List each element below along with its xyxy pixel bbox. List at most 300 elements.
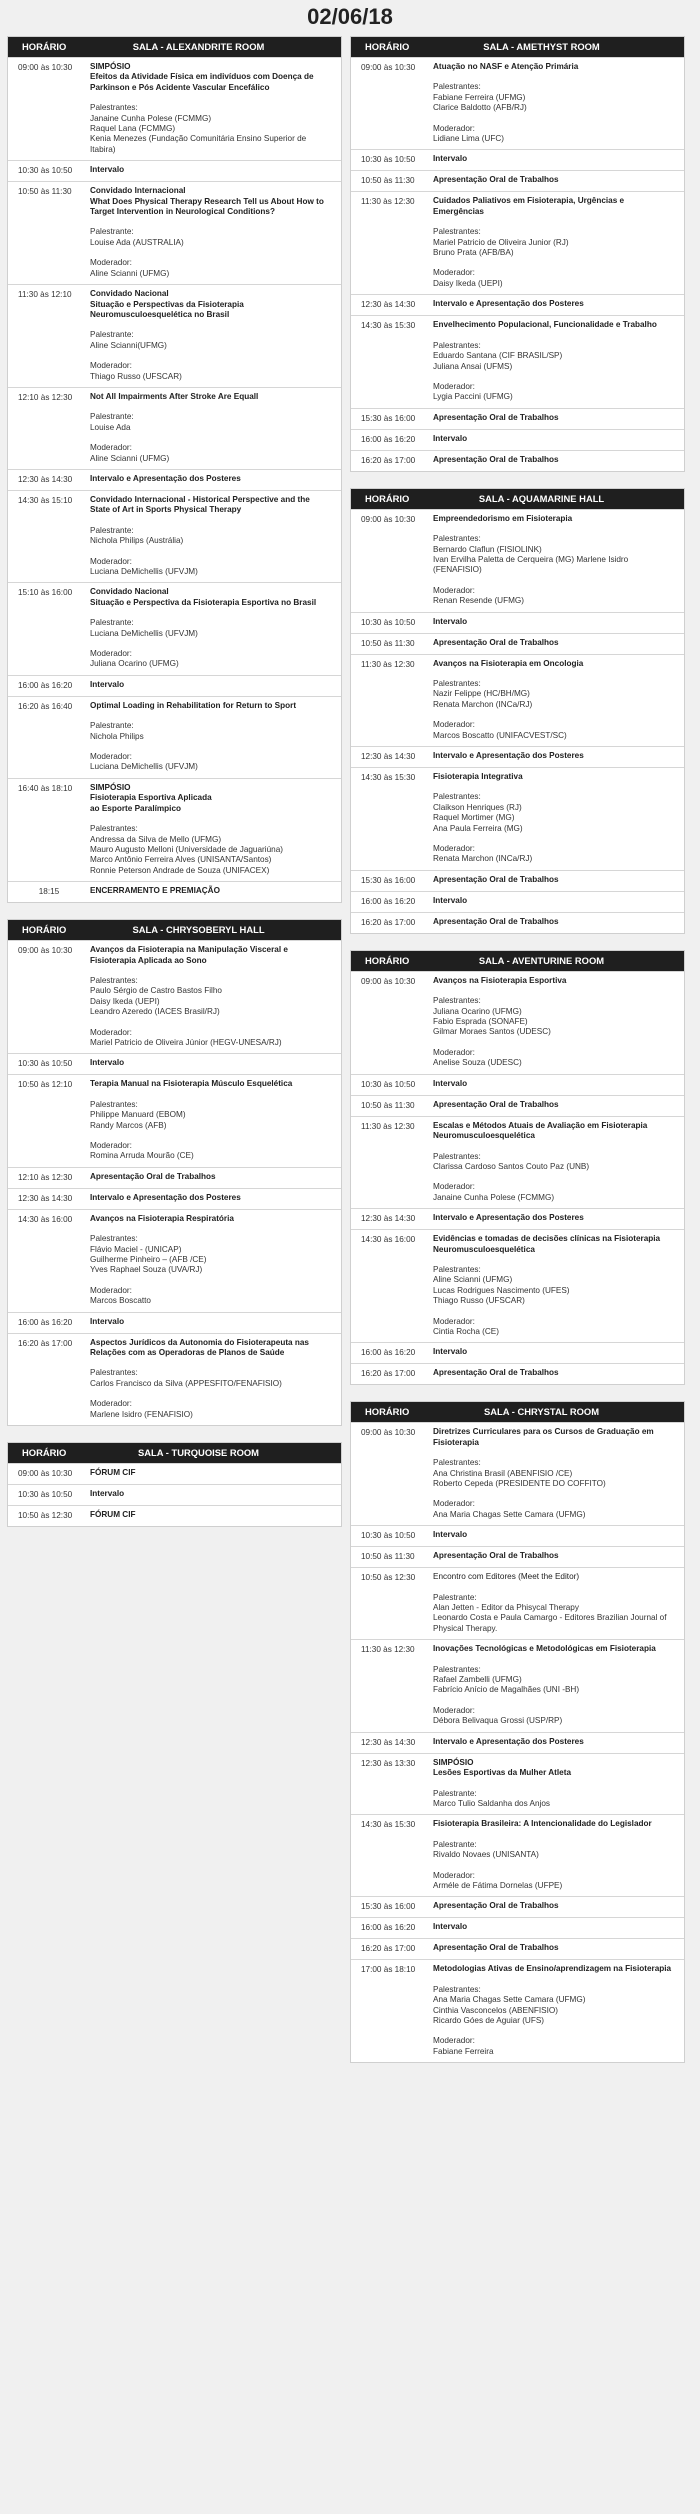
session-time: 12:30 às 14:30: [361, 1214, 416, 1224]
speaker-name: Anelise Souza (UDESC): [433, 1058, 522, 1068]
speaker-name: Flávio Maciel - (UNICAP): [90, 1244, 182, 1254]
speaker-group-label: Palestrante:: [433, 1788, 477, 1798]
speaker-group-label: Palestrante:: [90, 721, 134, 731]
speaker-group-label: Moderador:: [433, 1047, 475, 1057]
session-details: [433, 1572, 684, 1634]
speaker-group: [90, 1028, 331, 1049]
session-details: [90, 680, 341, 691]
session-time: 10:50 às 12:30: [361, 1573, 416, 1583]
speaker-name: Débora Belivaqua Grossi (USP/RP): [433, 1716, 563, 1726]
speaker-name: Janaine Cunha Polese (FCMMG): [433, 1192, 555, 1202]
schedule-row: [8, 1484, 341, 1505]
speaker-name: Fabiane Ferreira: [433, 2046, 494, 2056]
session-title: Encontro com Editores (Meet the Editor): [433, 1572, 580, 1582]
session-title: Terapia Manual na Fisioterapia Músculo Esquelética: [90, 1079, 293, 1089]
session-title: Intervalo: [90, 1316, 125, 1326]
schedule-row: [8, 1188, 341, 1209]
speaker-group-label: Palestrantes:: [90, 824, 138, 834]
schedule-row: [351, 1342, 684, 1363]
session-details: [433, 299, 684, 310]
session-details: [433, 514, 684, 607]
session-details: [90, 165, 341, 176]
room-name: SALA - AMETHYST ROOM: [483, 41, 600, 52]
session-time: 09:00 às 10:30: [18, 63, 73, 72]
schedule-row: [351, 1208, 684, 1229]
session-details: [90, 289, 341, 382]
speaker-group: [433, 2036, 674, 2057]
session-title: FÓRUM CIF: [90, 1510, 136, 1520]
session-time: 09:00 às 10:30: [361, 514, 416, 524]
session-details: [433, 1737, 684, 1748]
speaker-group-label: Palestrante:: [90, 525, 134, 535]
session-details: [433, 896, 684, 907]
schedule-row: [351, 1422, 684, 1525]
speaker-group: [433, 586, 674, 607]
room-schedule: [350, 488, 685, 934]
session-title: Avanços na Fisioterapia Esportiva: [433, 975, 567, 985]
speaker-name: Luciana DeMichellis (UFVJM): [90, 567, 198, 576]
speaker-name: Ana Christina Brasil (ABENFISIO /CE): [433, 1468, 573, 1478]
session-details: [433, 1922, 684, 1933]
room-schedule: [7, 1442, 342, 1527]
speaker-group: [90, 1100, 331, 1131]
speaker-group-label: Moderador:: [433, 1705, 475, 1715]
session-details: [433, 1121, 684, 1203]
session-details: [433, 1943, 684, 1954]
speaker-name: Louise Ada (AUSTRALIA): [90, 237, 184, 247]
speaker-group: [433, 341, 674, 372]
schedule-row: [351, 1896, 684, 1917]
session-time: 15:30 às 16:00: [361, 1902, 416, 1912]
speaker-group: [90, 361, 331, 382]
speaker-name: Renata Marchon (INCa/RJ): [433, 854, 533, 864]
session-title: Intervalo: [433, 1530, 468, 1540]
session-title: Intervalo e Apresentação dos Posteres: [90, 1192, 241, 1202]
speaker-group-label: Palestrante:: [90, 618, 134, 628]
speaker-group-label: Palestrantes:: [433, 678, 481, 688]
session-time: 12:10 às 12:30: [18, 392, 73, 402]
session-title: Apresentação Oral de Trabalhos: [433, 1551, 559, 1561]
schedule-row: [351, 429, 684, 450]
schedule-row: [351, 1639, 684, 1731]
session-details: [433, 976, 684, 1069]
speaker-group-label: Moderador:: [433, 123, 475, 133]
speaker-name: Eduardo Santana (CIF BRASIL/SP): [433, 351, 563, 361]
session-time: 17:00 às 18:10: [361, 1965, 416, 1975]
session-title: Apresentação Oral de Trabalhos: [90, 1171, 216, 1181]
speaker-group-label: Moderador:: [90, 1399, 132, 1409]
session-time: 10:30 às 10:50: [18, 1059, 73, 1069]
speaker-group-label: Palestrantes:: [433, 227, 481, 237]
speaker-group-label: Palestrantes:: [90, 975, 138, 985]
speaker-group-label: Moderador:: [433, 585, 475, 595]
speaker-name: Luciana DeMichellis (UFVJM): [90, 762, 198, 772]
schedule-row: [351, 1229, 684, 1342]
schedule-row: [8, 881, 341, 902]
schedule-row: [351, 1363, 684, 1384]
session-details: [90, 783, 341, 876]
session-details: [433, 875, 684, 886]
speaker-group-label: Moderador:: [90, 443, 132, 453]
session-time: 18:15: [38, 887, 60, 897]
session-title: Inovações Tecnológicas e Metodológicas em Fisioterapia: [433, 1644, 656, 1654]
speaker-group: [90, 443, 331, 464]
schedule-row: [351, 315, 684, 407]
session-details: [433, 1213, 684, 1224]
speaker-name: Clarice Baldotto (AFB/RJ): [433, 103, 527, 113]
speaker-group: [433, 382, 674, 403]
session-time: 14:30 às 15:30: [361, 321, 416, 331]
speaker-name: Roberto Cepeda (PRESIDENTE DO COFFITO): [433, 1479, 606, 1488]
session-time: 11:30 às 12:10: [18, 290, 72, 300]
room-header: [8, 920, 341, 940]
speaker-name: Guilherme Pinheiro – (AFB /CE): [90, 1255, 207, 1265]
session-details: [90, 1317, 341, 1328]
speaker-group: [433, 720, 674, 741]
session-details: [90, 701, 341, 773]
schedule-row: [8, 469, 341, 490]
session-details: [433, 320, 684, 402]
session-details: [433, 1819, 684, 1891]
speaker-group-label: Moderador:: [433, 1499, 475, 1509]
session-time: 12:30 às 13:30: [361, 1758, 416, 1768]
speaker-name: Ana Maria Chagas Sette Camara (UFMG): [433, 1509, 586, 1519]
speaker-group-label: Palestrantes:: [433, 534, 481, 544]
speaker-name: Juliana Ansai (UFMS): [433, 361, 513, 371]
schedule-row: [351, 1525, 684, 1546]
session-time: 14:30 às 15:30: [361, 1820, 416, 1830]
schedule-row: [351, 767, 684, 870]
header-time-label: HORÁRIO: [365, 41, 410, 52]
speaker-name: Arméle de Fátima Dornelas (UFPE): [433, 1880, 563, 1890]
room-header: [8, 1443, 341, 1463]
session-details: [90, 1172, 341, 1183]
speaker-group: [90, 258, 331, 279]
session-details: [90, 945, 341, 1048]
schedule-row: [351, 1546, 684, 1567]
schedule-row: [8, 57, 341, 160]
session-details: [433, 1427, 684, 1520]
session-time: 16:00 às 16:20: [18, 1317, 73, 1327]
session-title: SIMPÓSIO Fisioterapia Esportiva Aplicada ao Esporte Paralímpico: [90, 782, 212, 813]
speaker-group-label: Palestrante:: [433, 1592, 477, 1602]
schedule-row: [351, 1938, 684, 1959]
session-title: Apresentação Oral de Trabalhos: [433, 175, 559, 185]
session-time: 11:30 às 12:30: [361, 1645, 415, 1655]
session-title: Intervalo: [90, 1489, 125, 1499]
speaker-name: Alan Jetten - Editor da Phisycal Therapy: [433, 1603, 579, 1613]
speaker-group-label: Moderador:: [90, 1027, 132, 1037]
speaker-group: [433, 1871, 674, 1892]
speaker-group-label: Palestrantes:: [433, 996, 481, 1006]
speaker-group-label: Palestrantes:: [90, 1368, 138, 1378]
speaker-group: [90, 412, 331, 433]
schedule-row: [8, 675, 341, 696]
schedule-row: [8, 582, 341, 674]
session-details: [433, 638, 684, 649]
schedule-row: [351, 191, 684, 294]
session-title: Intervalo: [90, 165, 125, 175]
speaker-group: [433, 1499, 674, 1520]
header-time-label: HORÁRIO: [365, 1406, 410, 1418]
speaker-group-label: Moderador:: [433, 720, 475, 730]
session-details: [433, 751, 684, 762]
session-details: [90, 495, 341, 577]
schedule-row: [351, 57, 684, 149]
session-details: [433, 434, 684, 445]
speaker-group-label: Moderador:: [433, 1316, 475, 1326]
session-details: [433, 1644, 684, 1726]
session-time: 11:30 às 12:30: [361, 659, 415, 669]
speaker-group: [433, 1789, 674, 1810]
session-time: 14:30 às 16:00: [18, 1214, 73, 1224]
speaker-name: Marcos Boscatto (UNIFACVEST/SC): [433, 730, 567, 740]
speaker-name: Aline Scianni (UFMG): [90, 453, 170, 463]
session-title: Avanços na Fisioterapia Respiratória: [90, 1213, 234, 1223]
speaker-name: Cinthia Vasconcelos (ABENFISIO): [433, 2005, 558, 2015]
session-details: [90, 392, 341, 464]
speaker-name: Marcos Boscatto: [90, 1296, 151, 1306]
speaker-name: Cintia Rocha (CE): [433, 1326, 499, 1336]
session-title: Convidado Nacional Situação e Perspectiva da Fisioterapia Esportiva no Brasil: [90, 587, 317, 607]
session-time: 12:30 às 14:30: [18, 474, 73, 484]
speaker-group: [433, 268, 674, 289]
schedule-row: [351, 170, 684, 191]
schedule-row: [8, 1209, 341, 1312]
session-details: [90, 474, 341, 485]
session-details: [90, 1079, 341, 1161]
session-time: 16:20 às 16:40: [18, 701, 73, 711]
session-time: 16:20 às 17:00: [18, 1338, 73, 1348]
schedule-row: [351, 612, 684, 633]
session-title: Intervalo e Apresentação dos Posteres: [433, 299, 584, 309]
speaker-name: Juliana Ocarino (UFMG): [433, 1006, 522, 1016]
speaker-group-label: Moderador:: [90, 1285, 132, 1295]
room-schedule: [7, 919, 342, 1426]
session-title: Escalas e Métodos Atuais de Avaliação em Fisioterapia Neuromusculoesquelética: [433, 1120, 648, 1141]
speaker-group-label: Moderador:: [433, 1870, 475, 1880]
speaker-group: [433, 1182, 674, 1203]
speaker-group-label: Palestrantes:: [90, 103, 138, 113]
room-header: [351, 489, 684, 509]
speaker-group-label: Moderador:: [433, 2036, 475, 2046]
schedule-row: [351, 1917, 684, 1938]
session-time: 10:50 às 11:30: [361, 1100, 415, 1110]
speaker-name: Marlene Isidro (FENAFISIO): [90, 1409, 193, 1419]
speaker-group-label: Moderador:: [90, 752, 132, 762]
session-details: [433, 1551, 684, 1562]
schedule-row: [351, 654, 684, 746]
speaker-name: Janaine Cunha Polese (FCMMG): [90, 113, 212, 123]
session-time: 16:00 às 16:20: [18, 680, 73, 690]
schedule-row: [8, 284, 341, 387]
session-details: [90, 886, 341, 897]
speaker-name: Paulo Sérgio de Castro Bastos Filho: [90, 986, 222, 996]
speaker-name: Andressa da Silva de Mello (UFMG): [90, 834, 222, 844]
speaker-name: Rafael Zambelli (UFMG): [433, 1675, 522, 1685]
session-time: 14:30 às 15:30: [361, 773, 416, 782]
session-title: Convidado Internacional What Does Physical Therapy Research Tell us About How to Target Intervention in Neurological Conditions?: [90, 186, 324, 217]
session-time: 10:50 às 11:30: [361, 1552, 415, 1562]
speaker-group: [433, 1152, 674, 1173]
session-time: 10:30 às 10:50: [18, 166, 73, 176]
session-title: Convidado Nacional Situação e Perspectivas da Fisioterapia Neuromusculoesquelética no Brasil: [90, 289, 244, 319]
speaker-group: [433, 1706, 674, 1727]
session-title: Fisioterapia Brasileira: A Intencionalidade do Legislador: [433, 1819, 652, 1829]
schedule-row: [351, 408, 684, 429]
speaker-group: [90, 721, 331, 742]
session-title: Atuação no NASF e Atenção Primária: [433, 62, 579, 71]
speaker-group: [90, 976, 331, 1018]
session-title: Intervalo: [433, 154, 468, 164]
room-schedule: [7, 36, 342, 903]
speaker-group-label: Palestrantes:: [433, 82, 481, 92]
session-details: [90, 587, 341, 669]
speaker-name: Kenia Menezes (Fundação Comunitária Ensino Superior de Itabira): [90, 134, 307, 154]
session-title: Intervalo: [433, 1078, 468, 1088]
page-title: 02/06/18: [307, 4, 393, 29]
session-details: [433, 413, 684, 424]
schedule-row: [351, 1753, 684, 1815]
session-title: SIMPÓSIO Lesões Esportivas da Mulher Atleta: [433, 1757, 572, 1778]
speaker-name: Yves Raphael Souza (UVA/RJ): [90, 1265, 203, 1275]
room-schedule: [350, 1401, 685, 2063]
session-title: Metodologias Ativas de Ensino/aprendizagem na Fisioterapia: [433, 1964, 672, 1974]
session-time: 12:30 às 14:30: [361, 300, 416, 310]
speaker-name: Thiago Russo (UFSCAR): [433, 1296, 525, 1306]
speaker-group-label: Moderador:: [90, 649, 132, 659]
room-name: SALA - CHRYSOBERYL HALL: [132, 924, 265, 936]
session-time: 12:10 às 12:30: [18, 1172, 73, 1182]
schedule-row: [8, 1463, 341, 1484]
schedule-row: [8, 387, 341, 469]
session-time: 12:30 às 14:30: [18, 1193, 73, 1203]
speaker-name: Marco Antônio Ferreira Alves (UNISANTA/Santos): [90, 855, 272, 865]
speaker-name: Randy Marcos (AFB): [90, 1120, 167, 1130]
speaker-name: Nichola Philips: [90, 731, 144, 741]
speaker-group: [90, 1286, 331, 1307]
speaker-group-label: Moderador:: [90, 258, 132, 268]
session-time: 11:30 às 12:30: [361, 197, 415, 207]
session-time: 15:30 às 16:00: [361, 875, 416, 885]
speaker-group-label: Palestrantes:: [433, 1264, 481, 1274]
schedule-row: [8, 1053, 341, 1074]
speaker-name: Ana Paula Ferreira (MG): [433, 823, 523, 833]
session-details: [90, 186, 341, 279]
room-name: SALA - AQUAMARINE HALL: [478, 492, 605, 504]
speaker-name: Fabiane Ferreira (UFMG): [433, 92, 526, 102]
schedule-row: [351, 1116, 684, 1208]
speaker-name: Rivaldo Novaes (UNISANTA): [433, 1850, 539, 1860]
session-title: Empreendedorismo em Fisioterapia: [433, 513, 573, 523]
header-time-label: HORÁRIO: [22, 1447, 67, 1459]
speaker-name: Ricardo Góes de Aguiar (UFS): [433, 2015, 545, 2025]
session-title: Evidências e tomadas de decisões clínicas na Fisioterapia Neuromusculoesquelética: [433, 1234, 661, 1254]
session-details: [90, 1468, 341, 1479]
speaker-name: Thiago Russo (UFSCAR): [90, 371, 182, 381]
session-time: 09:00 às 10:30: [361, 1428, 416, 1438]
session-title: Aspectos Jurídicos da Autonomia do Fisioterapeuta nas Relações com as Operadoras de Planos de Saúde: [90, 1337, 309, 1358]
speaker-name: Aline Scianni (UFMG): [90, 268, 170, 278]
speaker-group-label: Moderador:: [90, 556, 132, 566]
session-details: [433, 1100, 684, 1111]
speaker-group-label: Palestrantes:: [433, 1151, 481, 1161]
speaker-group-label: Palestrantes:: [433, 340, 481, 350]
schedule-row: [351, 1959, 684, 2062]
session-time: 09:00 às 10:30: [18, 1469, 73, 1479]
schedule-row: [8, 778, 341, 881]
session-title: SIMPÓSIO Efeitos da Atividade Física em indivíduos com Doença de Parkinson e Pós Acidente Vascular Encefálico: [90, 62, 314, 92]
schedule-row: [351, 1095, 684, 1116]
schedule-row: [8, 1333, 341, 1425]
room-header: [351, 37, 684, 57]
session-time: 16:00 às 16:20: [361, 1348, 416, 1358]
speaker-group: [90, 330, 331, 351]
schedule-row: [351, 870, 684, 891]
speaker-group: [433, 534, 674, 576]
session-details: [433, 1368, 684, 1379]
schedule-row: [351, 149, 684, 170]
speaker-group-label: Palestrantes:: [433, 792, 481, 802]
session-title: Optimal Loading in Rehabilitation for Return to Sport: [90, 700, 297, 710]
session-time: 16:40 às 18:10: [18, 783, 73, 793]
speaker-group: [90, 618, 331, 639]
session-time: 10:50 às 11:30: [361, 638, 415, 648]
speaker-name: Fabrício Anício de Magalhães (UNI -BH): [433, 1685, 580, 1695]
schedule-row: [351, 509, 684, 612]
session-details: [433, 1234, 684, 1337]
speaker-name: Philippe Manuard (EBOM): [90, 1110, 186, 1120]
speaker-group: [90, 526, 331, 547]
session-details: [90, 1510, 341, 1521]
session-time: 10:30 às 10:50: [361, 1531, 416, 1541]
session-time: 10:50 às 12:10: [18, 1080, 73, 1090]
schedule-row: [351, 1732, 684, 1753]
session-time: 10:30 às 10:50: [361, 155, 416, 165]
session-details: [433, 1530, 684, 1541]
session-details: [90, 1214, 341, 1307]
header-time-label: HORÁRIO: [365, 954, 410, 966]
room-schedule: [350, 950, 685, 1386]
speaker-group: [433, 1265, 674, 1307]
schedule-row: [351, 633, 684, 654]
speaker-group-label: Palestrante:: [90, 330, 134, 340]
session-time: 16:20 às 17:00: [361, 1369, 416, 1379]
session-details: [433, 617, 684, 628]
session-title: Apresentação Oral de Trabalhos: [433, 916, 559, 926]
session-title: Fisioterapia Integrativa: [433, 772, 523, 781]
speaker-name: Aline Scianni (UFMG): [433, 1275, 513, 1285]
speaker-group: [433, 996, 674, 1038]
session-details: [433, 917, 684, 928]
session-title: Apresentação Oral de Trabalhos: [433, 1943, 559, 1953]
schedule-row: [351, 450, 684, 471]
header-time-label: HORÁRIO: [22, 41, 67, 52]
speaker-group-label: Palestrante:: [90, 412, 134, 422]
speaker-name: Daisy Ikeda (UEPI): [433, 278, 503, 288]
speaker-name: Leonardo Costa e Paula Camargo - Editores Brazilian Journal of Physical Therapy.: [433, 1613, 667, 1633]
session-title: ENCERRAMENTO E PREMIAÇÃO: [90, 886, 220, 896]
speaker-name: Renata Marchon (INCa/RJ): [433, 699, 533, 709]
schedule-row: [8, 696, 341, 778]
session-details: [90, 1058, 341, 1069]
speaker-name: Bernardo Claflun (FISIOLINK): [433, 544, 542, 554]
session-title: Intervalo: [90, 679, 125, 689]
session-title: Intervalo e Apresentação dos Posteres: [433, 751, 584, 760]
schedule-row: [8, 1167, 341, 1188]
session-title: FÓRUM CIF: [90, 1468, 136, 1478]
speaker-group-label: Moderador:: [433, 381, 475, 391]
